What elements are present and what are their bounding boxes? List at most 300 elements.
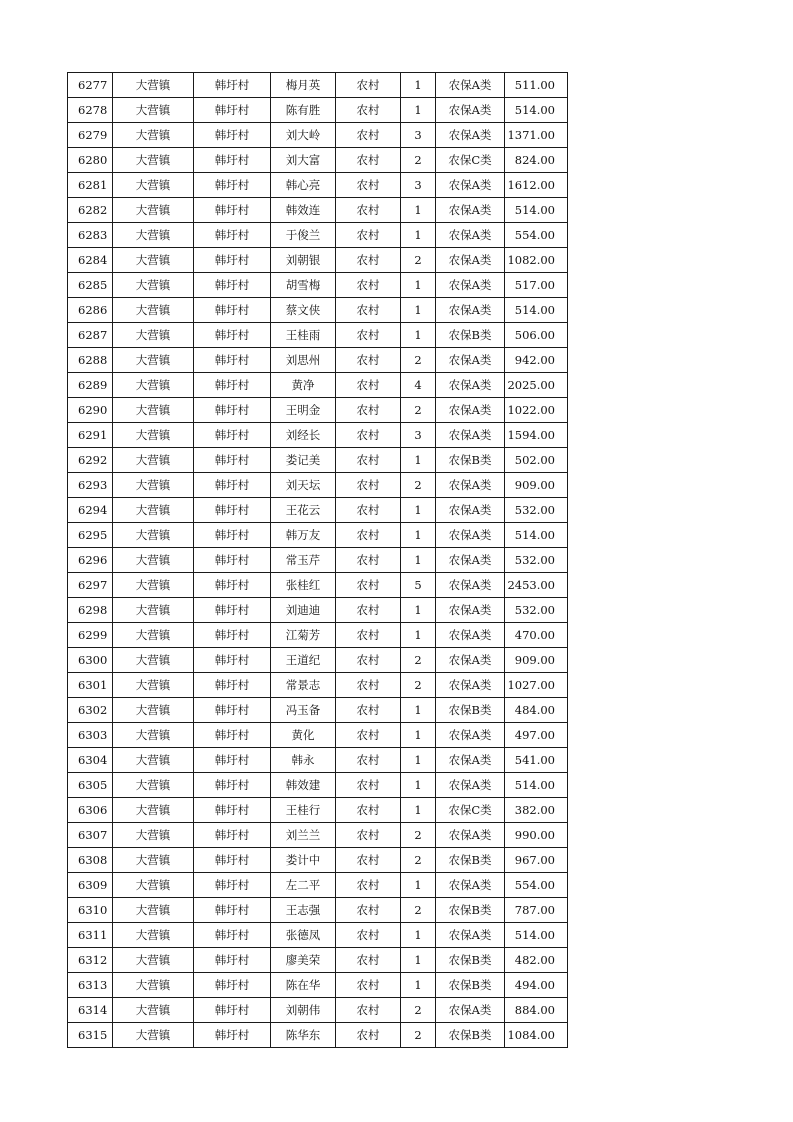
town-cell: 大营镇 bbox=[113, 748, 194, 773]
record-id: 6294 bbox=[68, 498, 113, 523]
household-size-cell: 1 bbox=[401, 323, 436, 348]
household-size-cell: 1 bbox=[401, 273, 436, 298]
insurance-class-cell: 农保A类 bbox=[436, 598, 505, 623]
village-cell: 韩圩村 bbox=[194, 923, 271, 948]
town-cell: 大营镇 bbox=[113, 173, 194, 198]
insurance-class-cell: 农保A类 bbox=[436, 773, 505, 798]
area-type-cell: 农村 bbox=[336, 1023, 401, 1048]
area-type-cell: 农村 bbox=[336, 298, 401, 323]
area-type-cell: 农村 bbox=[336, 448, 401, 473]
name-cell: 王志强 bbox=[271, 898, 336, 923]
table-row bbox=[68, 848, 568, 873]
village-cell: 韩圩村 bbox=[194, 448, 271, 473]
household-size-cell: 1 bbox=[401, 973, 436, 998]
village-cell: 韩圩村 bbox=[194, 248, 271, 273]
table-row bbox=[68, 373, 568, 398]
record-id: 6285 bbox=[68, 273, 113, 298]
household-size-cell: 5 bbox=[401, 573, 436, 598]
village-cell: 韩圩村 bbox=[194, 673, 271, 698]
village-cell: 韩圩村 bbox=[194, 748, 271, 773]
insurance-class-cell: 农保A类 bbox=[436, 673, 505, 698]
insurance-class-cell: 农保A类 bbox=[436, 498, 505, 523]
record-id: 6288 bbox=[68, 348, 113, 373]
name-cell: 刘天坛 bbox=[271, 473, 336, 498]
name-cell: 刘大岭 bbox=[271, 123, 336, 148]
record-id: 6284 bbox=[68, 248, 113, 273]
household-size-cell: 2 bbox=[401, 898, 436, 923]
insurance-class-cell: 农保A类 bbox=[436, 298, 505, 323]
area-type-cell: 农村 bbox=[336, 673, 401, 698]
name-cell: 黄净 bbox=[271, 373, 336, 398]
insurance-class-cell: 农保A类 bbox=[436, 623, 505, 648]
town-cell: 大营镇 bbox=[113, 348, 194, 373]
amount-cell: 532.00 bbox=[505, 548, 568, 573]
record-id: 6287 bbox=[68, 323, 113, 348]
village-cell: 韩圩村 bbox=[194, 73, 271, 98]
table-row bbox=[68, 698, 568, 723]
name-cell: 刘兰兰 bbox=[271, 823, 336, 848]
area-type-cell: 农村 bbox=[336, 798, 401, 823]
record-id: 6289 bbox=[68, 373, 113, 398]
amount-cell: 506.00 bbox=[505, 323, 568, 348]
name-cell: 陈有胜 bbox=[271, 98, 336, 123]
table-row bbox=[68, 948, 568, 973]
table-row bbox=[68, 798, 568, 823]
village-cell: 韩圩村 bbox=[194, 98, 271, 123]
area-type-cell: 农村 bbox=[336, 648, 401, 673]
record-id: 6290 bbox=[68, 398, 113, 423]
name-cell: 黄化 bbox=[271, 723, 336, 748]
area-type-cell: 农村 bbox=[336, 73, 401, 98]
name-cell: 刘大富 bbox=[271, 148, 336, 173]
village-cell: 韩圩村 bbox=[194, 348, 271, 373]
insurance-class-cell: 农保B类 bbox=[436, 448, 505, 473]
town-cell: 大营镇 bbox=[113, 323, 194, 348]
village-cell: 韩圩村 bbox=[194, 798, 271, 823]
village-cell: 韩圩村 bbox=[194, 148, 271, 173]
name-cell: 娄计中 bbox=[271, 848, 336, 873]
area-type-cell: 农村 bbox=[336, 698, 401, 723]
table-row bbox=[68, 198, 568, 223]
household-size-cell: 1 bbox=[401, 223, 436, 248]
table-row bbox=[68, 923, 568, 948]
area-type-cell: 农村 bbox=[336, 873, 401, 898]
table-row bbox=[68, 548, 568, 573]
town-cell: 大营镇 bbox=[113, 248, 194, 273]
insurance-class-cell: 农保A类 bbox=[436, 223, 505, 248]
amount-cell: 482.00 bbox=[505, 948, 568, 973]
amount-cell: 554.00 bbox=[505, 873, 568, 898]
household-size-cell: 2 bbox=[401, 673, 436, 698]
amount-cell: 990.00 bbox=[505, 823, 568, 848]
insurance-class-cell: 农保B类 bbox=[436, 973, 505, 998]
insurance-class-cell: 农保A类 bbox=[436, 473, 505, 498]
area-type-cell: 农村 bbox=[336, 723, 401, 748]
village-cell: 韩圩村 bbox=[194, 723, 271, 748]
town-cell: 大营镇 bbox=[113, 798, 194, 823]
insurance-class-cell: 农保A类 bbox=[436, 998, 505, 1023]
record-id: 6312 bbox=[68, 948, 113, 973]
household-size-cell: 1 bbox=[401, 73, 436, 98]
insurance-class-cell: 农保A类 bbox=[436, 423, 505, 448]
name-cell: 韩效连 bbox=[271, 198, 336, 223]
record-id: 6286 bbox=[68, 298, 113, 323]
name-cell: 王道纪 bbox=[271, 648, 336, 673]
village-cell: 韩圩村 bbox=[194, 1023, 271, 1048]
area-type-cell: 农村 bbox=[336, 123, 401, 148]
amount-cell: 532.00 bbox=[505, 598, 568, 623]
area-type-cell: 农村 bbox=[336, 998, 401, 1023]
name-cell: 刘朝伟 bbox=[271, 998, 336, 1023]
insurance-class-cell: 农保A类 bbox=[436, 73, 505, 98]
name-cell: 陈华东 bbox=[271, 1023, 336, 1048]
insurance-class-cell: 农保A类 bbox=[436, 98, 505, 123]
record-id: 6298 bbox=[68, 598, 113, 623]
household-size-cell: 1 bbox=[401, 198, 436, 223]
village-cell: 韩圩村 bbox=[194, 773, 271, 798]
area-type-cell: 农村 bbox=[336, 148, 401, 173]
town-cell: 大营镇 bbox=[113, 648, 194, 673]
area-type-cell: 农村 bbox=[336, 823, 401, 848]
household-size-cell: 4 bbox=[401, 373, 436, 398]
table-row bbox=[68, 498, 568, 523]
village-cell: 韩圩村 bbox=[194, 198, 271, 223]
table-row bbox=[68, 423, 568, 448]
area-type-cell: 农村 bbox=[336, 573, 401, 598]
household-size-cell: 2 bbox=[401, 148, 436, 173]
table-row bbox=[68, 598, 568, 623]
village-cell: 韩圩村 bbox=[194, 398, 271, 423]
village-cell: 韩圩村 bbox=[194, 998, 271, 1023]
amount-cell: 554.00 bbox=[505, 223, 568, 248]
town-cell: 大营镇 bbox=[113, 498, 194, 523]
amount-cell: 514.00 bbox=[505, 198, 568, 223]
household-size-cell: 3 bbox=[401, 173, 436, 198]
town-cell: 大营镇 bbox=[113, 273, 194, 298]
village-cell: 韩圩村 bbox=[194, 973, 271, 998]
household-size-cell: 1 bbox=[401, 98, 436, 123]
record-id: 6313 bbox=[68, 973, 113, 998]
name-cell: 韩效建 bbox=[271, 773, 336, 798]
name-cell: 刘经长 bbox=[271, 423, 336, 448]
name-cell: 江菊芳 bbox=[271, 623, 336, 648]
area-type-cell: 农村 bbox=[336, 848, 401, 873]
town-cell: 大营镇 bbox=[113, 973, 194, 998]
name-cell: 张德凤 bbox=[271, 923, 336, 948]
town-cell: 大营镇 bbox=[113, 548, 194, 573]
insurance-class-cell: 农保B类 bbox=[436, 948, 505, 973]
amount-cell: 382.00 bbox=[505, 798, 568, 823]
town-cell: 大营镇 bbox=[113, 423, 194, 448]
insurance-class-cell: 农保A类 bbox=[436, 823, 505, 848]
name-cell: 娄记美 bbox=[271, 448, 336, 473]
insurance-class-cell: 农保A类 bbox=[436, 573, 505, 598]
household-size-cell: 1 bbox=[401, 748, 436, 773]
area-type-cell: 农村 bbox=[336, 898, 401, 923]
table-row bbox=[68, 473, 568, 498]
town-cell: 大营镇 bbox=[113, 923, 194, 948]
table-row bbox=[68, 748, 568, 773]
amount-cell: 517.00 bbox=[505, 273, 568, 298]
record-id: 6307 bbox=[68, 823, 113, 848]
town-cell: 大营镇 bbox=[113, 448, 194, 473]
table-row bbox=[68, 98, 568, 123]
table-row bbox=[68, 348, 568, 373]
amount-cell: 532.00 bbox=[505, 498, 568, 523]
household-size-cell: 1 bbox=[401, 923, 436, 948]
town-cell: 大营镇 bbox=[113, 1023, 194, 1048]
table-row bbox=[68, 173, 568, 198]
area-type-cell: 农村 bbox=[336, 398, 401, 423]
household-size-cell: 2 bbox=[401, 823, 436, 848]
record-id: 6314 bbox=[68, 998, 113, 1023]
area-type-cell: 农村 bbox=[336, 173, 401, 198]
town-cell: 大营镇 bbox=[113, 98, 194, 123]
area-type-cell: 农村 bbox=[336, 623, 401, 648]
household-size-cell: 2 bbox=[401, 248, 436, 273]
village-cell: 韩圩村 bbox=[194, 573, 271, 598]
village-cell: 韩圩村 bbox=[194, 173, 271, 198]
amount-cell: 511.00 bbox=[505, 73, 568, 98]
household-size-cell: 1 bbox=[401, 798, 436, 823]
insurance-class-cell: 农保A类 bbox=[436, 348, 505, 373]
insurance-class-cell: 农保A类 bbox=[436, 248, 505, 273]
area-type-cell: 农村 bbox=[336, 223, 401, 248]
village-cell: 韩圩村 bbox=[194, 823, 271, 848]
village-cell: 韩圩村 bbox=[194, 473, 271, 498]
amount-cell: 909.00 bbox=[505, 473, 568, 498]
area-type-cell: 农村 bbox=[336, 523, 401, 548]
table-row bbox=[68, 148, 568, 173]
record-id: 6315 bbox=[68, 1023, 113, 1048]
household-size-cell: 1 bbox=[401, 523, 436, 548]
village-cell: 韩圩村 bbox=[194, 548, 271, 573]
name-cell: 胡雪梅 bbox=[271, 273, 336, 298]
amount-cell: 497.00 bbox=[505, 723, 568, 748]
area-type-cell: 农村 bbox=[336, 273, 401, 298]
amount-cell: 514.00 bbox=[505, 773, 568, 798]
amount-cell: 514.00 bbox=[505, 98, 568, 123]
insurance-class-cell: 农保B类 bbox=[436, 898, 505, 923]
name-cell: 刘朝银 bbox=[271, 248, 336, 273]
household-size-cell: 1 bbox=[401, 773, 436, 798]
table-row bbox=[68, 898, 568, 923]
household-size-cell: 2 bbox=[401, 348, 436, 373]
record-id: 6296 bbox=[68, 548, 113, 573]
household-size-cell: 1 bbox=[401, 298, 436, 323]
area-type-cell: 农村 bbox=[336, 748, 401, 773]
village-cell: 韩圩村 bbox=[194, 898, 271, 923]
name-cell: 廖美荣 bbox=[271, 948, 336, 973]
record-id: 6279 bbox=[68, 123, 113, 148]
town-cell: 大营镇 bbox=[113, 223, 194, 248]
household-size-cell: 2 bbox=[401, 473, 436, 498]
village-cell: 韩圩村 bbox=[194, 373, 271, 398]
household-size-cell: 1 bbox=[401, 448, 436, 473]
insurance-class-cell: 农保B类 bbox=[436, 848, 505, 873]
area-type-cell: 农村 bbox=[336, 423, 401, 448]
town-cell: 大营镇 bbox=[113, 823, 194, 848]
insurance-class-cell: 农保A类 bbox=[436, 373, 505, 398]
table-row bbox=[68, 773, 568, 798]
town-cell: 大营镇 bbox=[113, 373, 194, 398]
amount-cell: 1022.00 bbox=[505, 398, 568, 423]
insurance-class-cell: 农保B类 bbox=[436, 1023, 505, 1048]
area-type-cell: 农村 bbox=[336, 923, 401, 948]
town-cell: 大营镇 bbox=[113, 723, 194, 748]
record-id: 6292 bbox=[68, 448, 113, 473]
household-size-cell: 3 bbox=[401, 123, 436, 148]
village-cell: 韩圩村 bbox=[194, 323, 271, 348]
insurance-class-cell: 农保C类 bbox=[436, 148, 505, 173]
amount-cell: 470.00 bbox=[505, 623, 568, 648]
table-row bbox=[68, 673, 568, 698]
insurance-class-cell: 农保A类 bbox=[436, 648, 505, 673]
area-type-cell: 农村 bbox=[336, 473, 401, 498]
insurance-class-cell: 农保A类 bbox=[436, 273, 505, 298]
village-cell: 韩圩村 bbox=[194, 523, 271, 548]
amount-cell: 502.00 bbox=[505, 448, 568, 473]
table-row bbox=[68, 623, 568, 648]
town-cell: 大营镇 bbox=[113, 848, 194, 873]
name-cell: 张桂红 bbox=[271, 573, 336, 598]
insurance-class-cell: 农保A类 bbox=[436, 748, 505, 773]
table-row bbox=[68, 73, 568, 98]
amount-cell: 1594.00 bbox=[505, 423, 568, 448]
village-cell: 韩圩村 bbox=[194, 698, 271, 723]
table-row bbox=[68, 973, 568, 998]
name-cell: 韩万友 bbox=[271, 523, 336, 548]
village-cell: 韩圩村 bbox=[194, 873, 271, 898]
village-cell: 韩圩村 bbox=[194, 223, 271, 248]
record-id: 6303 bbox=[68, 723, 113, 748]
name-cell: 梅月英 bbox=[271, 73, 336, 98]
village-cell: 韩圩村 bbox=[194, 948, 271, 973]
record-id: 6281 bbox=[68, 173, 113, 198]
village-cell: 韩圩村 bbox=[194, 298, 271, 323]
village-cell: 韩圩村 bbox=[194, 123, 271, 148]
record-id: 6300 bbox=[68, 648, 113, 673]
name-cell: 韩永 bbox=[271, 748, 336, 773]
area-type-cell: 农村 bbox=[336, 498, 401, 523]
insurance-class-cell: 农保A类 bbox=[436, 173, 505, 198]
insurance-class-cell: 农保A类 bbox=[436, 398, 505, 423]
name-cell: 王桂雨 bbox=[271, 323, 336, 348]
name-cell: 蔡文侠 bbox=[271, 298, 336, 323]
area-type-cell: 农村 bbox=[336, 598, 401, 623]
table-row bbox=[68, 998, 568, 1023]
town-cell: 大营镇 bbox=[113, 998, 194, 1023]
table-row bbox=[68, 398, 568, 423]
household-size-cell: 1 bbox=[401, 723, 436, 748]
insurance-class-cell: 农保A类 bbox=[436, 548, 505, 573]
amount-cell: 1027.00 bbox=[505, 673, 568, 698]
insurance-class-cell: 农保A类 bbox=[436, 923, 505, 948]
amount-cell: 1082.00 bbox=[505, 248, 568, 273]
village-cell: 韩圩村 bbox=[194, 273, 271, 298]
amount-cell: 484.00 bbox=[505, 698, 568, 723]
amount-cell: 494.00 bbox=[505, 973, 568, 998]
village-cell: 韩圩村 bbox=[194, 648, 271, 673]
area-type-cell: 农村 bbox=[336, 973, 401, 998]
village-cell: 韩圩村 bbox=[194, 498, 271, 523]
table-row bbox=[68, 298, 568, 323]
town-cell: 大营镇 bbox=[113, 123, 194, 148]
amount-cell: 909.00 bbox=[505, 648, 568, 673]
amount-cell: 824.00 bbox=[505, 148, 568, 173]
name-cell: 常玉芹 bbox=[271, 548, 336, 573]
amount-cell: 2453.00 bbox=[505, 573, 568, 598]
town-cell: 大营镇 bbox=[113, 573, 194, 598]
household-size-cell: 2 bbox=[401, 848, 436, 873]
area-type-cell: 农村 bbox=[336, 948, 401, 973]
name-cell: 左二平 bbox=[271, 873, 336, 898]
table-row bbox=[68, 123, 568, 148]
area-type-cell: 农村 bbox=[336, 373, 401, 398]
household-size-cell: 1 bbox=[401, 623, 436, 648]
insurance-class-cell: 农保A类 bbox=[436, 873, 505, 898]
town-cell: 大营镇 bbox=[113, 673, 194, 698]
record-id: 6282 bbox=[68, 198, 113, 223]
name-cell: 陈在华 bbox=[271, 973, 336, 998]
table-row bbox=[68, 873, 568, 898]
table-row bbox=[68, 223, 568, 248]
town-cell: 大营镇 bbox=[113, 73, 194, 98]
household-size-cell: 2 bbox=[401, 998, 436, 1023]
record-id: 6291 bbox=[68, 423, 113, 448]
insurance-class-cell: 农保B类 bbox=[436, 323, 505, 348]
record-id: 6283 bbox=[68, 223, 113, 248]
name-cell: 王花云 bbox=[271, 498, 336, 523]
name-cell: 于俊兰 bbox=[271, 223, 336, 248]
record-id: 6311 bbox=[68, 923, 113, 948]
table-row bbox=[68, 823, 568, 848]
name-cell: 王桂行 bbox=[271, 798, 336, 823]
area-type-cell: 农村 bbox=[336, 348, 401, 373]
table-row bbox=[68, 523, 568, 548]
area-type-cell: 农村 bbox=[336, 248, 401, 273]
table-row bbox=[68, 248, 568, 273]
town-cell: 大营镇 bbox=[113, 298, 194, 323]
record-id: 6297 bbox=[68, 573, 113, 598]
record-id: 6304 bbox=[68, 748, 113, 773]
insurance-class-cell: 农保A类 bbox=[436, 198, 505, 223]
record-id: 6280 bbox=[68, 148, 113, 173]
name-cell: 常景志 bbox=[271, 673, 336, 698]
household-size-cell: 2 bbox=[401, 1023, 436, 1048]
town-cell: 大营镇 bbox=[113, 948, 194, 973]
area-type-cell: 农村 bbox=[336, 198, 401, 223]
town-cell: 大营镇 bbox=[113, 198, 194, 223]
amount-cell: 514.00 bbox=[505, 523, 568, 548]
town-cell: 大营镇 bbox=[113, 898, 194, 923]
insurance-class-cell: 农保A类 bbox=[436, 723, 505, 748]
record-id: 6302 bbox=[68, 698, 113, 723]
record-id: 6310 bbox=[68, 898, 113, 923]
town-cell: 大营镇 bbox=[113, 623, 194, 648]
record-id: 6278 bbox=[68, 98, 113, 123]
insurance-class-cell: 农保B类 bbox=[436, 698, 505, 723]
area-type-cell: 农村 bbox=[336, 98, 401, 123]
amount-cell: 787.00 bbox=[505, 898, 568, 923]
insurance-class-cell: 农保A类 bbox=[436, 123, 505, 148]
insurance-class-cell: 农保C类 bbox=[436, 798, 505, 823]
record-id: 6305 bbox=[68, 773, 113, 798]
record-id: 6295 bbox=[68, 523, 113, 548]
record-id: 6277 bbox=[68, 73, 113, 98]
table-row bbox=[68, 723, 568, 748]
record-id: 6301 bbox=[68, 673, 113, 698]
